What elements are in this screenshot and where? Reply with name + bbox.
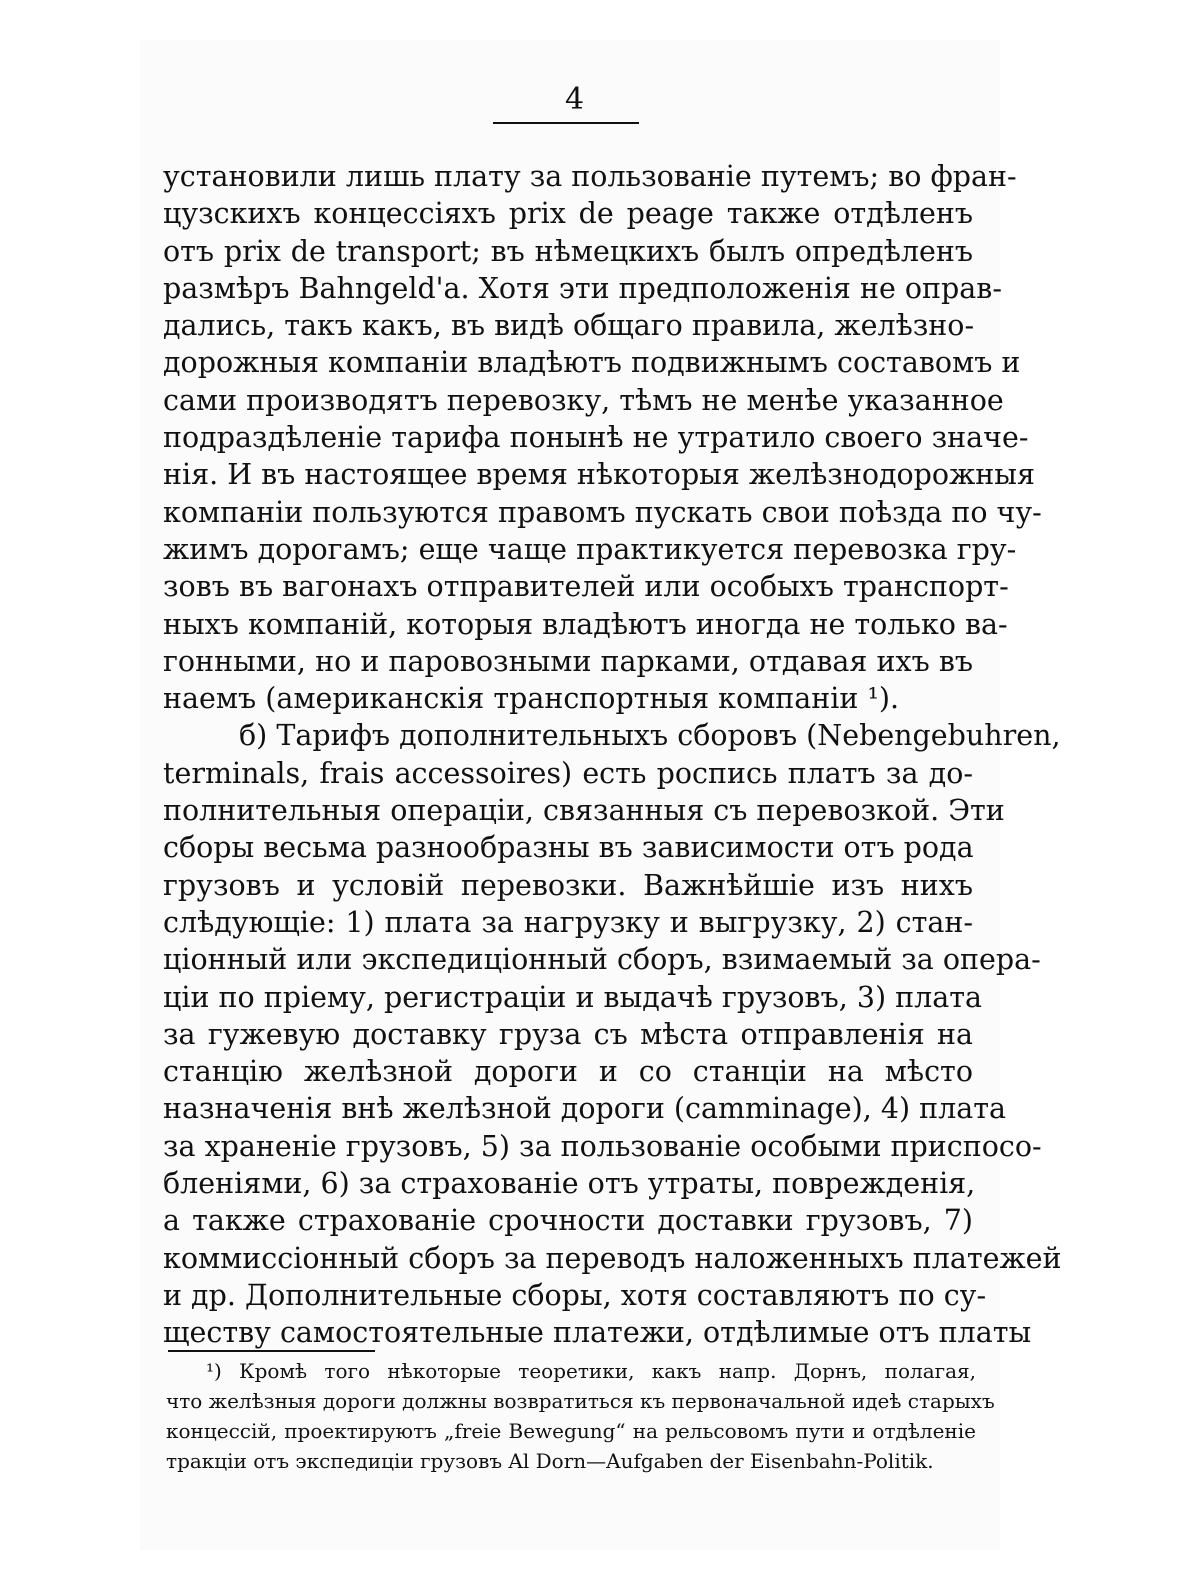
body-line: станцію желѣзной дороги и со станціи на мѣсто bbox=[163, 1055, 973, 1089]
page-number: 4 bbox=[565, 82, 585, 117]
body-line: ныхъ компаній, которыя владѣютъ иногда не только ва- bbox=[163, 607, 1008, 641]
body-line: terminals, frais accessoires) есть роспись платъ за до- bbox=[163, 756, 973, 790]
body-line: нія. И въ настоящее время нѣкоторыя желѣзнодорожныя bbox=[163, 458, 1035, 492]
body-line: сами производятъ перевозку, тѣмъ не менѣе указанное bbox=[163, 383, 1004, 417]
body-line: установили лишь плату за пользованіе путемъ; во фран- bbox=[163, 160, 1017, 193]
body-line: за храненіе грузовъ, 5) за пользованіе особыми приспосо- bbox=[163, 1129, 1042, 1163]
body-line: наемъ (американскія транспортныя компаніи ¹). bbox=[163, 682, 900, 716]
footnote-line: что желѣзныя дороги должны возвратиться къ первоначальной идеѣ старыхъ bbox=[166, 1389, 995, 1413]
body-line: отъ prix de transport; въ нѣмецкихъ былъ опредѣленъ bbox=[163, 234, 973, 268]
body-line: дались, такъ какъ, въ видѣ общаго правила, желѣзно- bbox=[163, 309, 975, 343]
body-line: жимъ дорогамъ; еще чаще практикуется перевозка гру- bbox=[163, 532, 1017, 566]
body-line: подраздѣленіе тарифа понынѣ не утратило своего значе- bbox=[163, 421, 1029, 455]
body-line: а также страхованіе срочности доставки грузовъ, 7) bbox=[163, 1204, 973, 1238]
body-text bbox=[163, 158, 1062, 1352]
footnotes bbox=[166, 1356, 995, 1476]
body-line: и др. Дополнительные сборы, хотя составляютъ по су- bbox=[163, 1278, 987, 1312]
body-line: размѣръ Bahngeld'a. Хотя эти предположенія не оправ- bbox=[163, 271, 1002, 305]
body-line: полнительныя операціи, связанныя съ перевозкой. Эти bbox=[163, 794, 1005, 828]
body-line: бленіями, 6) за страхованіе отъ утраты, поврежденія, bbox=[163, 1167, 976, 1201]
footnote-line: концессій, проектируютъ „freie Bewegung“ на рельсовомъ пути и отдѣленіе bbox=[166, 1419, 976, 1443]
body-line: грузовъ и условій перевозки. Важнѣйшіе изъ нихъ bbox=[163, 868, 973, 902]
body-line: ществу самостоятельные платежи, отдѣлимые отъ платы bbox=[163, 1316, 1032, 1350]
body-line: компаніи пользуются правомъ пускать свои поѣзда по чу- bbox=[163, 495, 1042, 529]
body-line: коммиссіонный сборъ за переводъ наложенныхъ платежей bbox=[163, 1241, 1062, 1275]
body-line: сборы весьма разнообразны въ зависимости отъ рода bbox=[163, 831, 974, 865]
footnote-line: тракціи отъ экспедиціи грузовъ Al Dorn—Aufgaben der Eisenbahn-Politik. bbox=[166, 1449, 934, 1473]
body-line: слѣдующіе: 1) плата за нагрузку и выгрузку, 2) стан- bbox=[163, 905, 973, 939]
body-line: цузскихъ концессіяхъ prix de peage также отдѣленъ bbox=[163, 197, 973, 231]
body-line: за гужевую доставку груза съ мѣста отправленія на bbox=[163, 1017, 973, 1051]
body-line: зовъ въ вагонахъ отправителей или особыхъ транспорт- bbox=[163, 570, 1009, 604]
body-line: ціи по пріему, регистраціи и выдачѣ грузовъ, 3) плата bbox=[163, 980, 982, 1014]
body-line: назначенія внѣ желѣзной дороги (camminage), 4) плата bbox=[163, 1092, 1006, 1126]
footnote-line: ¹) Кромѣ того нѣкоторые теоретики, какъ напр. Дорнъ, полагая, bbox=[206, 1359, 976, 1383]
body-line: ціонный или экспедиціонный сборъ, взимаемый за опера- bbox=[163, 943, 1041, 977]
body-line: б) Тарифъ дополнительныхъ сборовъ (Nebengebuhren, bbox=[239, 719, 1061, 753]
body-line: гонными, но и паровозными парками, отдавая ихъ въ bbox=[163, 644, 973, 678]
footnote-rule bbox=[168, 1350, 375, 1352]
body-line: дорожныя компаніи владѣютъ подвижнымъ составомъ и bbox=[163, 346, 1021, 380]
page-number-rule bbox=[493, 122, 639, 124]
